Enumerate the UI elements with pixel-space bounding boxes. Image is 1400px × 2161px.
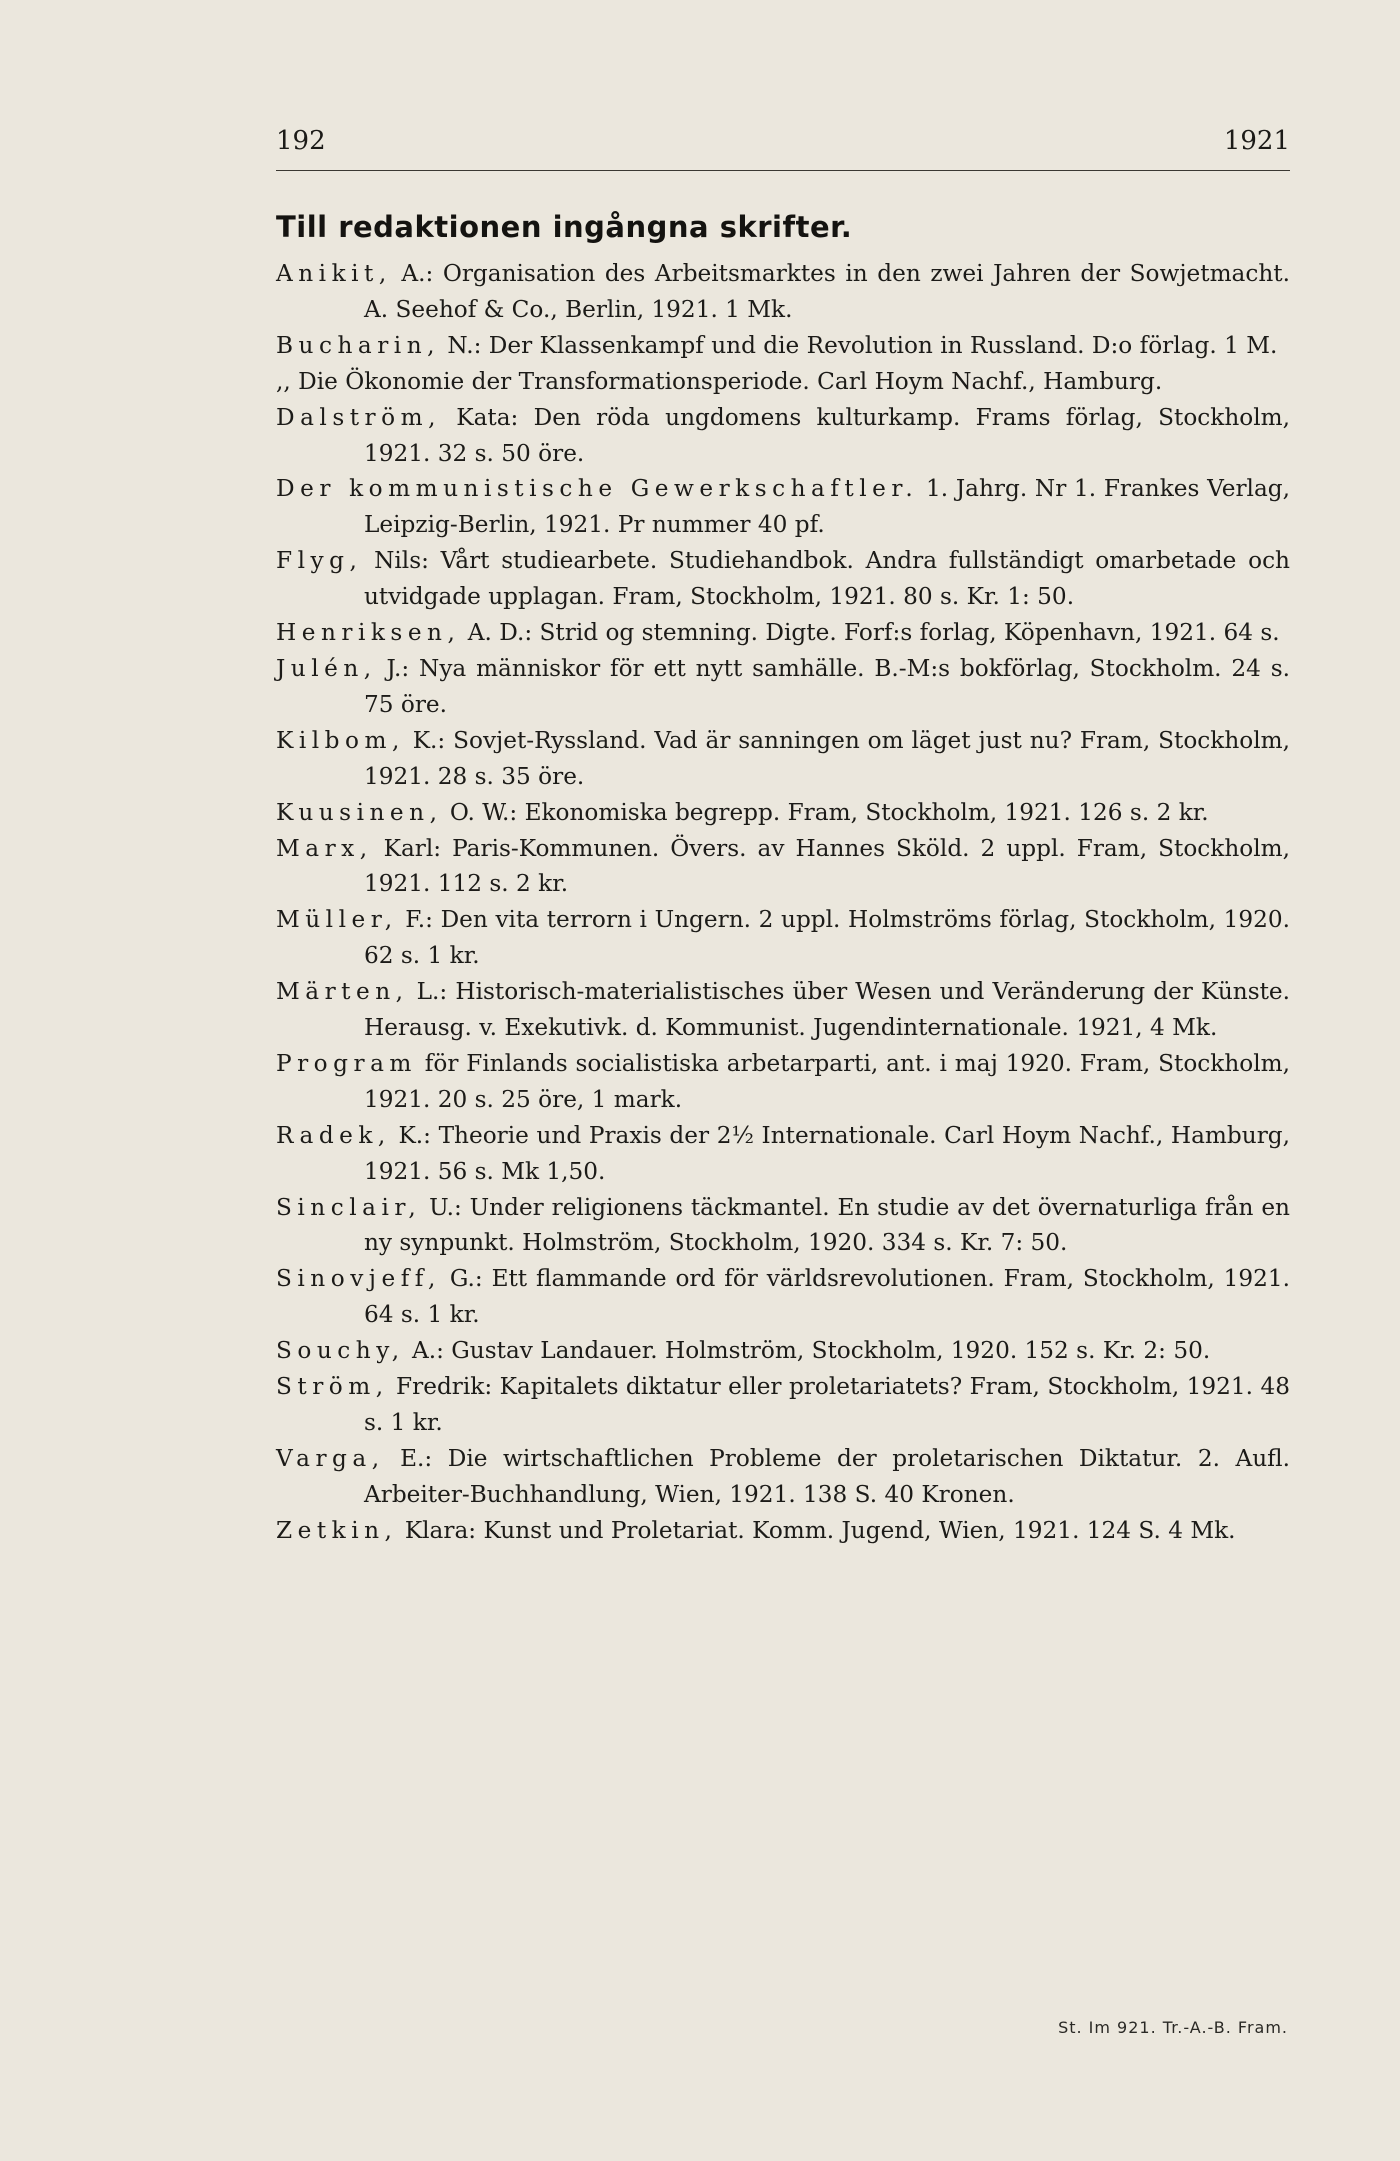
entry-author: Souchy, bbox=[276, 1337, 405, 1365]
entry-author: Julén, bbox=[276, 654, 377, 682]
page-number: 192 bbox=[276, 126, 326, 156]
entry-details: L.: Historisch-materialistisches über Wesen und Veränderung der Künste. Herausg. v. Exekutivk. d. Kommunist. Jugendinternationale. 1921, 4 Mk. bbox=[364, 978, 1291, 1042]
entry-details: A.: Gustav Landauer. Holmström, Stockholm, 1920. 152 s. Kr. 2: 50. bbox=[411, 1337, 1211, 1365]
entry-details: F.: Den vita terrorn i Ungern. 2 uppl. Holmströms förlag, Stockholm, 1920. 62 s. 1 kr. bbox=[364, 906, 1290, 970]
bibliography-entry bbox=[276, 256, 1290, 328]
entry-details: K.: Sovjet-Ryssland. Vad är sanningen om läget just nu? Fram, Stockholm, 1921. 28 s. 35 öre. bbox=[364, 726, 1290, 790]
entry-details: J.: Nya människor för ett nytt samhälle. B.-M:s bokförlag, Stockholm. 24 s. 75 öre. bbox=[364, 654, 1290, 718]
bibliography-entry bbox=[276, 1513, 1290, 1549]
entry-details: Klara: Kunst und Proletariat. Komm. Jugend, Wien, 1921. 124 S. 4 Mk. bbox=[404, 1516, 1236, 1544]
entry-author: Varga, bbox=[276, 1444, 385, 1472]
entry-author: Kilbom, bbox=[276, 726, 405, 754]
entry-author: Märten, bbox=[276, 978, 409, 1006]
bibliography-entry bbox=[276, 543, 1290, 615]
bibliography-entry bbox=[276, 1118, 1290, 1190]
header-rule bbox=[276, 170, 1290, 171]
entry-details: för Finlands socialistiska arbetarparti, ant. i maj 1920. Fram, Stockholm, 1921. 20 s. 25 öre, 1 mark. bbox=[364, 1049, 1291, 1113]
entry-author: Radek, bbox=[276, 1121, 391, 1149]
entry-author: Flyg, bbox=[276, 547, 363, 575]
entry-author: Ström, bbox=[276, 1373, 389, 1401]
entry-author: Anikit, bbox=[276, 260, 392, 287]
entry-author: Bucharin, bbox=[276, 331, 441, 359]
entry-details: 1. Jahrg. Nr 1. Frankes Verlag, Leipzig-Berlin, 1921. Pr nummer 40 pf. bbox=[364, 475, 1290, 539]
bibliography-list bbox=[276, 256, 1290, 1549]
bibliography-entry bbox=[276, 615, 1290, 651]
entry-author: Der kommunistische Gewerkschaftler. bbox=[276, 475, 919, 503]
entry-author: Marx, bbox=[276, 834, 373, 862]
entry-details: O. W.: Ekonomiska begrepp. Fram, Stockholm, 1921. 126 s. 2 kr. bbox=[449, 798, 1209, 826]
entry-details: Karl: Paris-Kommunen. Övers. av Hannes Sköld. 2 uppl. Fram, Stockholm, 1921. 112 s. 2 kr. bbox=[364, 834, 1290, 898]
bibliography-entry bbox=[276, 1261, 1290, 1333]
bibliography-entry bbox=[276, 364, 1290, 400]
bibliography-entry bbox=[276, 1369, 1290, 1441]
page-header bbox=[276, 126, 1290, 172]
bibliography-entry bbox=[276, 1190, 1290, 1262]
bibliography-entry bbox=[276, 1046, 1290, 1118]
bibliography-entry bbox=[276, 400, 1290, 472]
entry-author: Henriksen, bbox=[276, 619, 461, 647]
entry-details: Fredrik: Kapitalets diktatur eller proletariatets? Fram, Stockholm, 1921. 48 s. 1 kr. bbox=[364, 1373, 1290, 1436]
entry-details: K.: Theorie und Praxis der 2½ Internationale. Carl Hoym Nachf., Hamburg, 1921. 56 s. Mk 1,50. bbox=[364, 1121, 1290, 1185]
bibliography-entry bbox=[276, 471, 1290, 543]
bibliography-entry bbox=[276, 1333, 1290, 1369]
page-year: 1921 bbox=[1223, 126, 1290, 156]
printer-imprint: St. Im 921. Tr.-A.-B. Fram. bbox=[1058, 2018, 1288, 2037]
bibliography-entry bbox=[276, 651, 1290, 723]
entry-details: Kata: Den röda ungdomens kulturkamp. Frams förlag, Stockholm, 1921. 32 s. 50 öre. bbox=[364, 403, 1291, 467]
bibliography-entry bbox=[276, 974, 1290, 1046]
bibliography-entry bbox=[276, 795, 1290, 831]
entry-author: Kuusinen, bbox=[276, 798, 443, 826]
bibliography-entry bbox=[276, 902, 1290, 974]
bibliography-entry bbox=[276, 723, 1290, 795]
entry-author: Sinclair, bbox=[276, 1193, 422, 1221]
entry-author: Dalström, bbox=[276, 403, 441, 431]
section-title: Till redaktionen ingångna skrifter. bbox=[276, 210, 853, 244]
entry-author: Zetkin, bbox=[276, 1516, 398, 1544]
entry-author: Program bbox=[276, 1049, 417, 1077]
bibliography-entry bbox=[276, 328, 1290, 364]
entry-details: A. D.: Strid og stemning. Digte. Forf:s forlag, Köpenhavn, 1921. 64 s. bbox=[467, 619, 1280, 647]
entry-details: N.: Der Klassenkampf und die Revolution in Russland. D:o förlag. 1 M. bbox=[447, 331, 1278, 359]
entry-details: A.: Organisation des Arbeitsmarktes in den zwei Jahren der Sowjetmacht. A. Seehof & Co., Berlin, 1921. 1 Mk. bbox=[364, 260, 1290, 323]
entry-details: U.: Under religionens täckmantel. En studie av det övernaturliga från en ny synpunkt. Holmström, Stockholm, 1920. 334 s. Kr. 7: 50. bbox=[364, 1193, 1290, 1257]
entry-author: Sinovjeff, bbox=[276, 1265, 441, 1293]
bibliography-entry bbox=[276, 1441, 1290, 1513]
bibliography-entry bbox=[276, 831, 1290, 903]
entry-author: Müller, bbox=[276, 906, 398, 934]
entry-details: G.: Ett flammande ord för världsrevolutionen. Fram, Stockholm, 1921. 64 s. 1 kr. bbox=[364, 1265, 1291, 1329]
entry-details: E.: Die wirtschaftlichen Probleme der proletarischen Diktatur. 2. Aufl. Arbeiter-Buchhandlung, Wien, 1921. 138 S. 40 Kronen. bbox=[364, 1444, 1290, 1508]
entry-details: ,, Die Ökonomie der Transformationsperiode. Carl Hoym Nachf., Hamburg. bbox=[276, 367, 1163, 395]
entry-details: Nils: Vårt studiearbete. Studiehandbok. Andra fullständigt omarbetade och utvidgade upplagan. Fram, Stockholm, 1921. 80 s. Kr. 1: 50. bbox=[364, 547, 1290, 611]
